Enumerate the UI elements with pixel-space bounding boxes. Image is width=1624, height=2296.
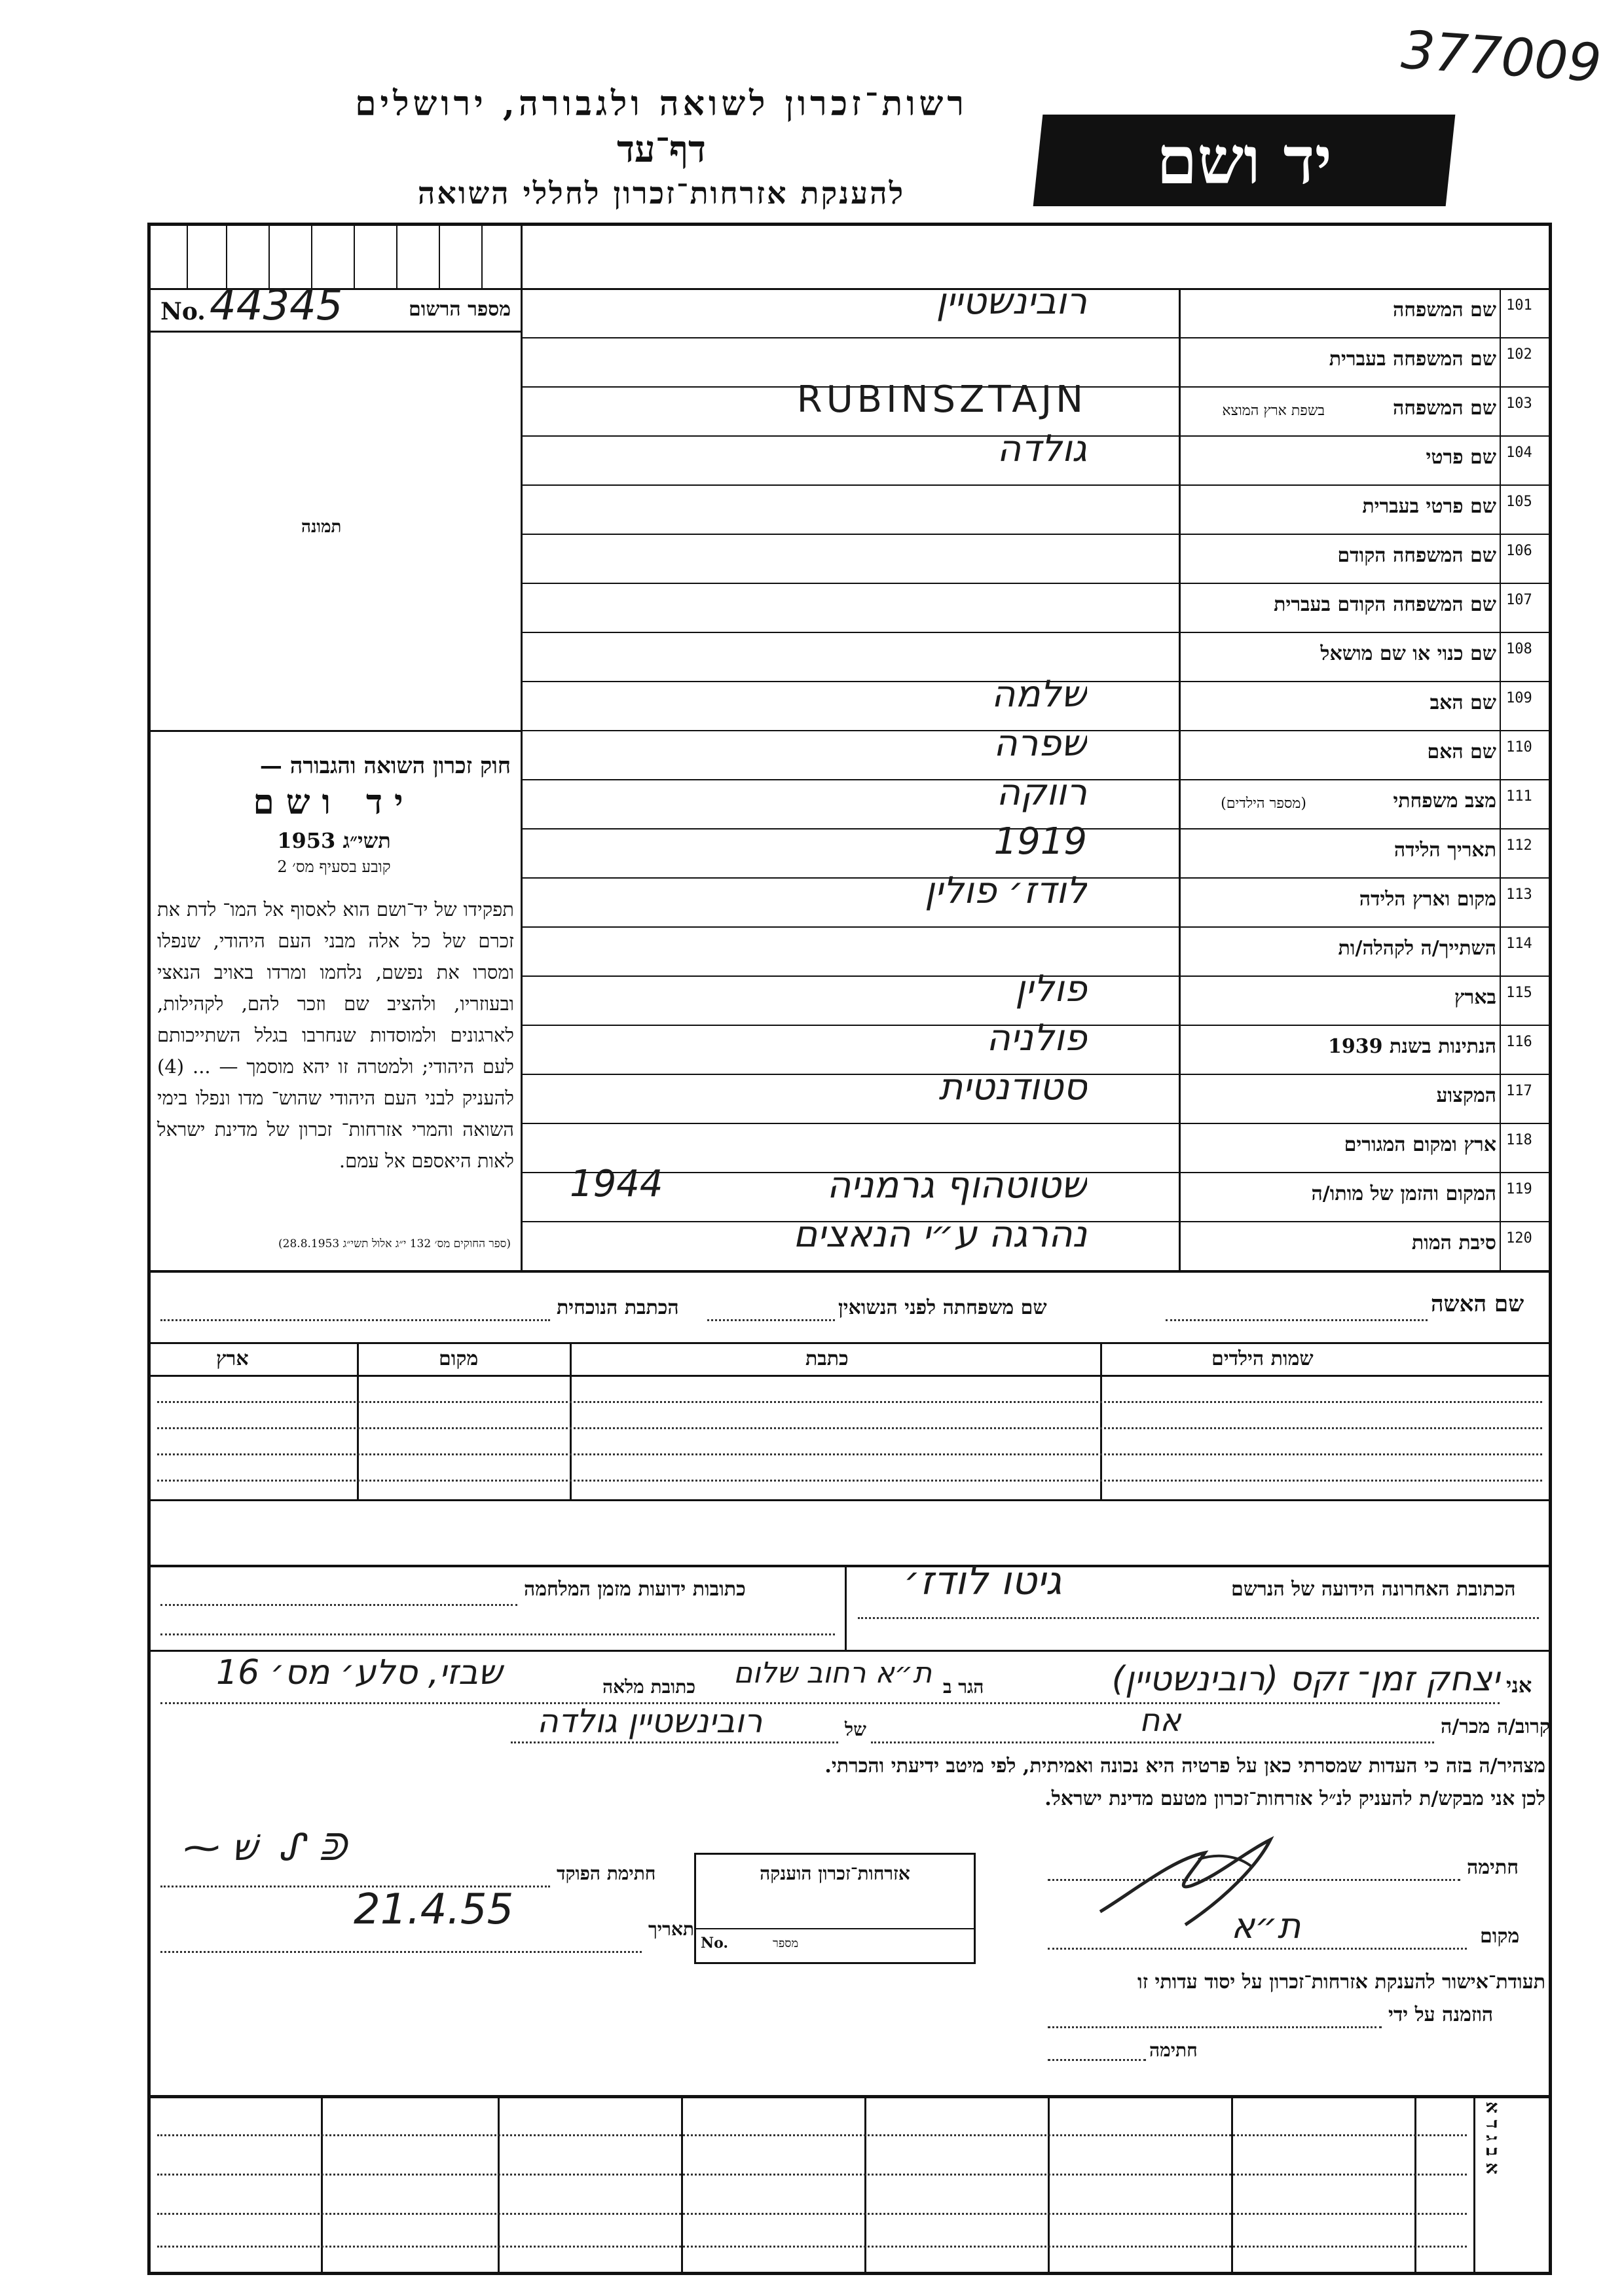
field-number: 113	[1506, 886, 1532, 903]
certificate-line2: הוזמנה על ידי	[1388, 2003, 1494, 2026]
declaration-line1: מצהיר/ה בזה כי העדות שמסרתי כאן על פרטיה היא נכונה ואמיתית, לפי מיטב ידיעתי והכרתי.	[824, 1755, 1545, 1777]
law-year: תשי״ג 1953	[277, 828, 391, 853]
field-label: שם המשפחה	[1392, 397, 1496, 420]
bottom-code: א ב ג ד א	[1482, 2102, 1504, 2175]
field-label: שם האם	[1427, 740, 1496, 763]
header-line3: להענקת אזרחות־זכרון לחללי השואה	[417, 175, 906, 211]
field-label: שם פרטי בעברית	[1362, 495, 1496, 518]
field-number: 107	[1506, 592, 1532, 608]
wife-label: שם האשה	[1431, 1291, 1524, 1317]
field-number: 108	[1506, 641, 1532, 657]
relative-label: קרוב/ה מכר/ה	[1441, 1715, 1550, 1738]
field-number: 112	[1506, 837, 1532, 854]
maiden-label: שם משפחתה לפני הנשואין	[838, 1296, 1047, 1319]
field-label: שם המשפחה הקודם	[1337, 544, 1496, 567]
law-title: חוק זכרון השואה והגבורה —	[259, 753, 511, 779]
children-address-header: כתבת	[805, 1347, 849, 1370]
field-label: שם המשפחה	[1392, 299, 1496, 321]
citizenship-box-no: No.	[701, 1935, 729, 1952]
field-number: 103	[1506, 395, 1532, 412]
logo-text: יד ושם	[1156, 122, 1332, 199]
field-value[interactable]: 1919	[993, 820, 1087, 863]
date-label: תאריך	[648, 1918, 694, 1940]
citizenship-box-title: אזרחות־זכרון הוענקה	[760, 1863, 910, 1884]
field-value[interactable]: רובינשטיין	[936, 280, 1087, 323]
field-label: שם פרטי	[1426, 446, 1496, 469]
signature-label: חתימה	[1467, 1856, 1519, 1879]
field-label: הנתינות בשנת 1939	[1327, 1035, 1496, 1058]
field-value[interactable]: גולדה	[997, 428, 1087, 470]
resident-label: הגר ב	[943, 1676, 984, 1698]
place-label: מקום	[1480, 1925, 1520, 1948]
full-address-value: שבזי, סלע׳ מס׳ 16	[216, 1653, 502, 1692]
registration-number: 44345	[210, 282, 343, 330]
field-label: תאריך הלידה	[1393, 839, 1496, 862]
field-number: 117	[1506, 1083, 1532, 1099]
current-address-label: הכתבת הנוכחית	[557, 1296, 679, 1319]
field-number: 110	[1506, 739, 1532, 756]
certificate-line1: תעודת־אישור להענקת אזרחות־זכרון על יסוד עדותי זו	[1137, 1971, 1545, 1994]
children-names-header: שמות הילדים	[1211, 1347, 1314, 1370]
field-value[interactable]: סטודנטית	[938, 1066, 1087, 1108]
field-number: 102	[1506, 346, 1532, 363]
of-value: רובינשטיין גולדה	[537, 1702, 763, 1740]
declarant-name: יצחק זמן־ זקס (רובינשטיין)	[1111, 1660, 1500, 1699]
field-label: מצב משפחתי	[1393, 790, 1496, 812]
field-label: בארץ	[1454, 986, 1496, 1009]
field-number: 104	[1506, 445, 1532, 461]
children-place-header: מקום	[439, 1347, 479, 1370]
law-clause: קובע בסעיף מס׳ 2	[277, 858, 391, 876]
last-address-value: גיטו לודז׳	[904, 1558, 1062, 1604]
field-label: מקום וארץ הלידה	[1359, 888, 1496, 911]
registration-prefix: No.	[160, 298, 206, 325]
field-number: 119	[1506, 1181, 1532, 1197]
declaration-i-label: אני	[1506, 1673, 1532, 1698]
field-label-note: (מספר הילדים)	[1221, 795, 1306, 812]
field-value[interactable]: שלמה	[991, 673, 1087, 716]
maiden-field[interactable]	[707, 1319, 835, 1321]
field-number: 118	[1506, 1132, 1532, 1148]
field-value[interactable]: שפרה	[993, 722, 1087, 765]
field-value[interactable]: רווקה	[996, 771, 1087, 814]
field-label: שם האב	[1430, 691, 1496, 714]
field-value[interactable]: נהרגה ע״י הנאצים	[793, 1213, 1087, 1256]
war-address-field[interactable]	[160, 1604, 517, 1606]
field-label: השתייך/ה לקהלה/ות	[1338, 937, 1496, 960]
field-label: ארץ ומקום המגורים	[1344, 1133, 1496, 1156]
relative-value: אח	[1139, 1702, 1181, 1739]
last-address-field[interactable]	[858, 1617, 1539, 1619]
of-label: של	[845, 1719, 866, 1740]
field-number: 111	[1506, 788, 1532, 805]
field-label: שם כנוי או שם מושאל	[1320, 642, 1496, 665]
place-value: ת״א	[1231, 1905, 1301, 1946]
header-line1: רשות־זכרון לשואה ולגבורה, ירושלים	[355, 84, 968, 124]
field-label: המקצוע	[1436, 1084, 1496, 1107]
field-value[interactable]: פולניה	[986, 1017, 1087, 1059]
field-number: 101	[1506, 297, 1532, 314]
last-address-label: הכתובת האחרונה הידועה של הנרשם	[1231, 1578, 1516, 1601]
field-value-year[interactable]: 1944	[570, 1163, 663, 1205]
header-line2: דף־עד	[616, 128, 706, 171]
certificate-sign-label: חתימה	[1149, 2039, 1198, 2061]
field-label: שם המשפחה בעברית	[1329, 348, 1496, 371]
law-footnote: (ספר החוקים מס׳ 132 י״ג אלול תשי״ג 28.8.1953)	[278, 1237, 511, 1250]
declaration-line2: לכן אני מבקש/ת להעניק לנ״ל אזרחות־זכרון מטעם מדינת ישראל.	[1044, 1787, 1545, 1810]
war-address-label: כתובות ידועות מזמן המלחמה	[524, 1578, 746, 1601]
field-value[interactable]: שטוטהוף גרמניה	[826, 1164, 1087, 1207]
resident-value: ת״א רחוב שלום	[733, 1656, 932, 1690]
field-label: סיבת המות	[1411, 1231, 1496, 1254]
field-number: 105	[1506, 494, 1532, 510]
current-address-field[interactable]	[160, 1319, 550, 1321]
field-value[interactable]: פולין	[1015, 968, 1087, 1010]
officer-signature-label: חתימת הפוקד	[557, 1863, 656, 1884]
field-label-note: בשפת ארץ המוצא	[1222, 403, 1325, 419]
field-number: 115	[1506, 985, 1532, 1001]
archive-number: 377009	[1399, 19, 1604, 94]
citizenship-box-number-label: מספר	[773, 1937, 799, 1950]
field-value[interactable]: לודז׳ פולין	[925, 869, 1087, 912]
full-address-label: כתובת מלאה	[602, 1676, 696, 1698]
law-name: יד ושם	[253, 782, 415, 822]
field-label: המקום והזמן של מותו/ה	[1311, 1182, 1496, 1205]
field-number: 109	[1506, 690, 1532, 706]
children-country-header: ארץ	[216, 1347, 249, 1370]
date-value: 21.4.55	[354, 1886, 514, 1934]
field-value[interactable]: RUBINSZTAJN	[796, 378, 1087, 421]
field-label: שם המשפחה הקודם בעברית	[1274, 593, 1496, 616]
field-number: 116	[1506, 1034, 1532, 1050]
photo-label: תמונה	[301, 517, 342, 537]
wife-field[interactable]	[1166, 1319, 1428, 1321]
field-number: 106	[1506, 543, 1532, 559]
field-number: 120	[1506, 1230, 1532, 1247]
officer-signature: ⁓ שׁ ᔑ ᕲ	[183, 1827, 346, 1869]
law-body: תפקידו של יד־ושם הוא לאסוף אל המו־ לדת את זכרם של כל אלה מבני העם היהודי, שנפלו ומסרו את נפשם, נלחמו ומרדו באויב הנאצי ובעוזריו, ולהציב שם וזכר להם, לקהילות, לארגונים ולמוסדות שנחרבו בגלל השתייכותם לעם היהודי; ולמטרה זו יהא מוסמך — ... (4) להעניק לבני העם היהודי שהוש־ מדו ונפלו בימי השואה והמרי אזרחות־ זכרון של מדינת ישראל לאות היאספם אל עמם.	[157, 898, 514, 1172]
registration-label: מספר הרשום	[409, 298, 511, 321]
field-number: 114	[1506, 936, 1532, 952]
